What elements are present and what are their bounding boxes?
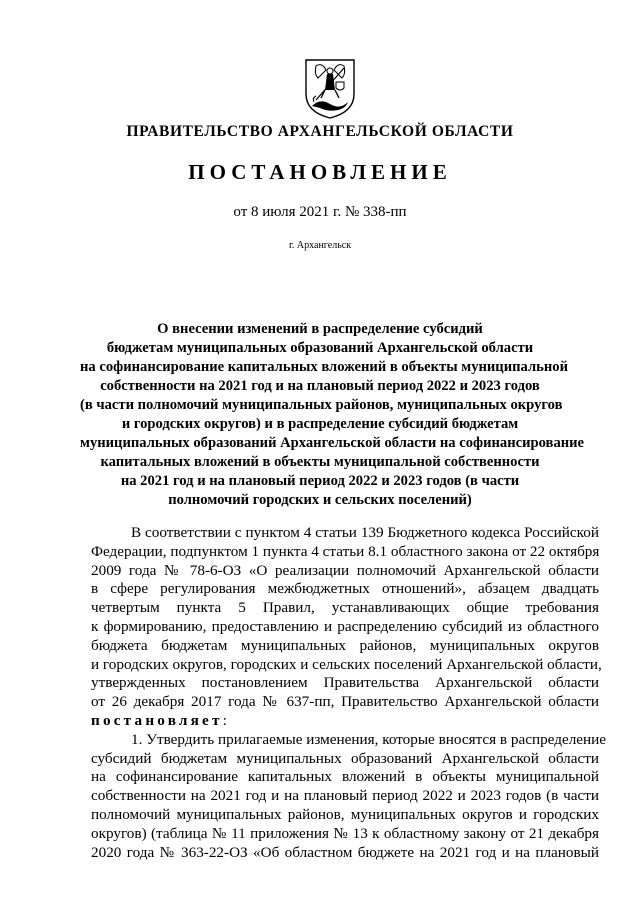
document-type: ПОСТАНОВЛЕНИЕ: [188, 160, 452, 184]
title-line: и городских округов) и в распределение субсидий бюджетам: [121, 416, 519, 432]
body-line: Федерации, подпунктом 1 пункта 4 статьи 8.1 областного закона от 22 октября: [91, 542, 600, 560]
body-line: бюджета бюджетам муниципальных районов, муниципальных округов: [91, 636, 599, 654]
resolves-line: [91, 712, 599, 731]
title-line: О внесении изменений в распределение субсидий: [157, 321, 483, 337]
document-body: [91, 524, 607, 862]
title-line: на софинансирование капитальных вложений в объекты муниципальной: [80, 359, 568, 375]
body-line: субсидий бюджетам муниципальных образований Архангельской области: [91, 749, 599, 767]
document-title: [80, 320, 585, 510]
title-line: капитальных вложений в объекты муниципальной собственности: [100, 454, 540, 470]
title-line: на 2021 год и на плановый период 2022 и 2023 годов (в части: [120, 473, 520, 489]
document-date-number: от 8 июля 2021 г. № 338-пп: [233, 204, 407, 220]
body-line: 1. Утвердить прилагаемые изменения, которые вносятся в распределение: [131, 730, 607, 748]
organization-name: ПРАВИТЕЛЬСТВО АРХАНГЕЛЬСКОЙ ОБЛАСТИ: [126, 123, 514, 140]
body-line: в сфере регулирования межбюджетных отношений», абзацем двадцать: [91, 580, 599, 598]
document-city: г. Архангельск: [288, 240, 352, 251]
body-line: собственности на 2021 год и на плановый период 2022 и 2023 годов (в части: [91, 787, 599, 805]
body-line: утвержденных постановлением Правительства Архангельской области: [91, 674, 599, 692]
title-line: полномочий городских и сельских поселений): [168, 492, 472, 508]
body-line: В соответствии с пунктом 4 статьи 139 Бюджетного кодекса Российской: [131, 524, 599, 541]
body-line: и городских округов, городских и сельских поселений Архангельской области,: [91, 655, 602, 673]
body-line: четвертым пункта 5 Правил, устанавливающих общие требования: [91, 599, 599, 617]
title-line: (в части полномочий муниципальных районов, муниципальных округов: [80, 397, 563, 413]
title-line: собственности на 2021 год и на плановый период 2022 и 2023 годов: [100, 378, 540, 394]
body-line: к формированию, предоставлению и распределению субсидий из областного: [91, 617, 599, 635]
body-line: от 26 декабря 2017 года № 637-пп, Правительство Архангельской области: [91, 693, 599, 711]
body-line: 2009 года № 78-6-ОЗ «О реализации полномочий Архангельской области: [91, 561, 599, 579]
body-line: округов) (таблица № 11 приложения № 13 к областному закону от 21 декабря: [91, 824, 599, 842]
body-line: полномочий муниципальных районов, муниципальных округов и городских: [91, 805, 599, 823]
body-line: 2020 года № 363-22-ОЗ «Об областном бюджете на 2021 год и на плановый: [91, 843, 599, 861]
resolves-colon: :: [222, 711, 227, 729]
title-line: бюджетам муниципальных образований Архангельской области: [106, 340, 534, 356]
title-line: муниципальных образований Архангельской области на софинансирование: [80, 435, 585, 451]
resolves-word: постановляет: [91, 711, 223, 729]
body-line: на софинансирование капитальных вложений в объекты муниципальной: [91, 768, 599, 786]
arkhangelsk-coat-of-arms-icon: [302, 56, 358, 120]
